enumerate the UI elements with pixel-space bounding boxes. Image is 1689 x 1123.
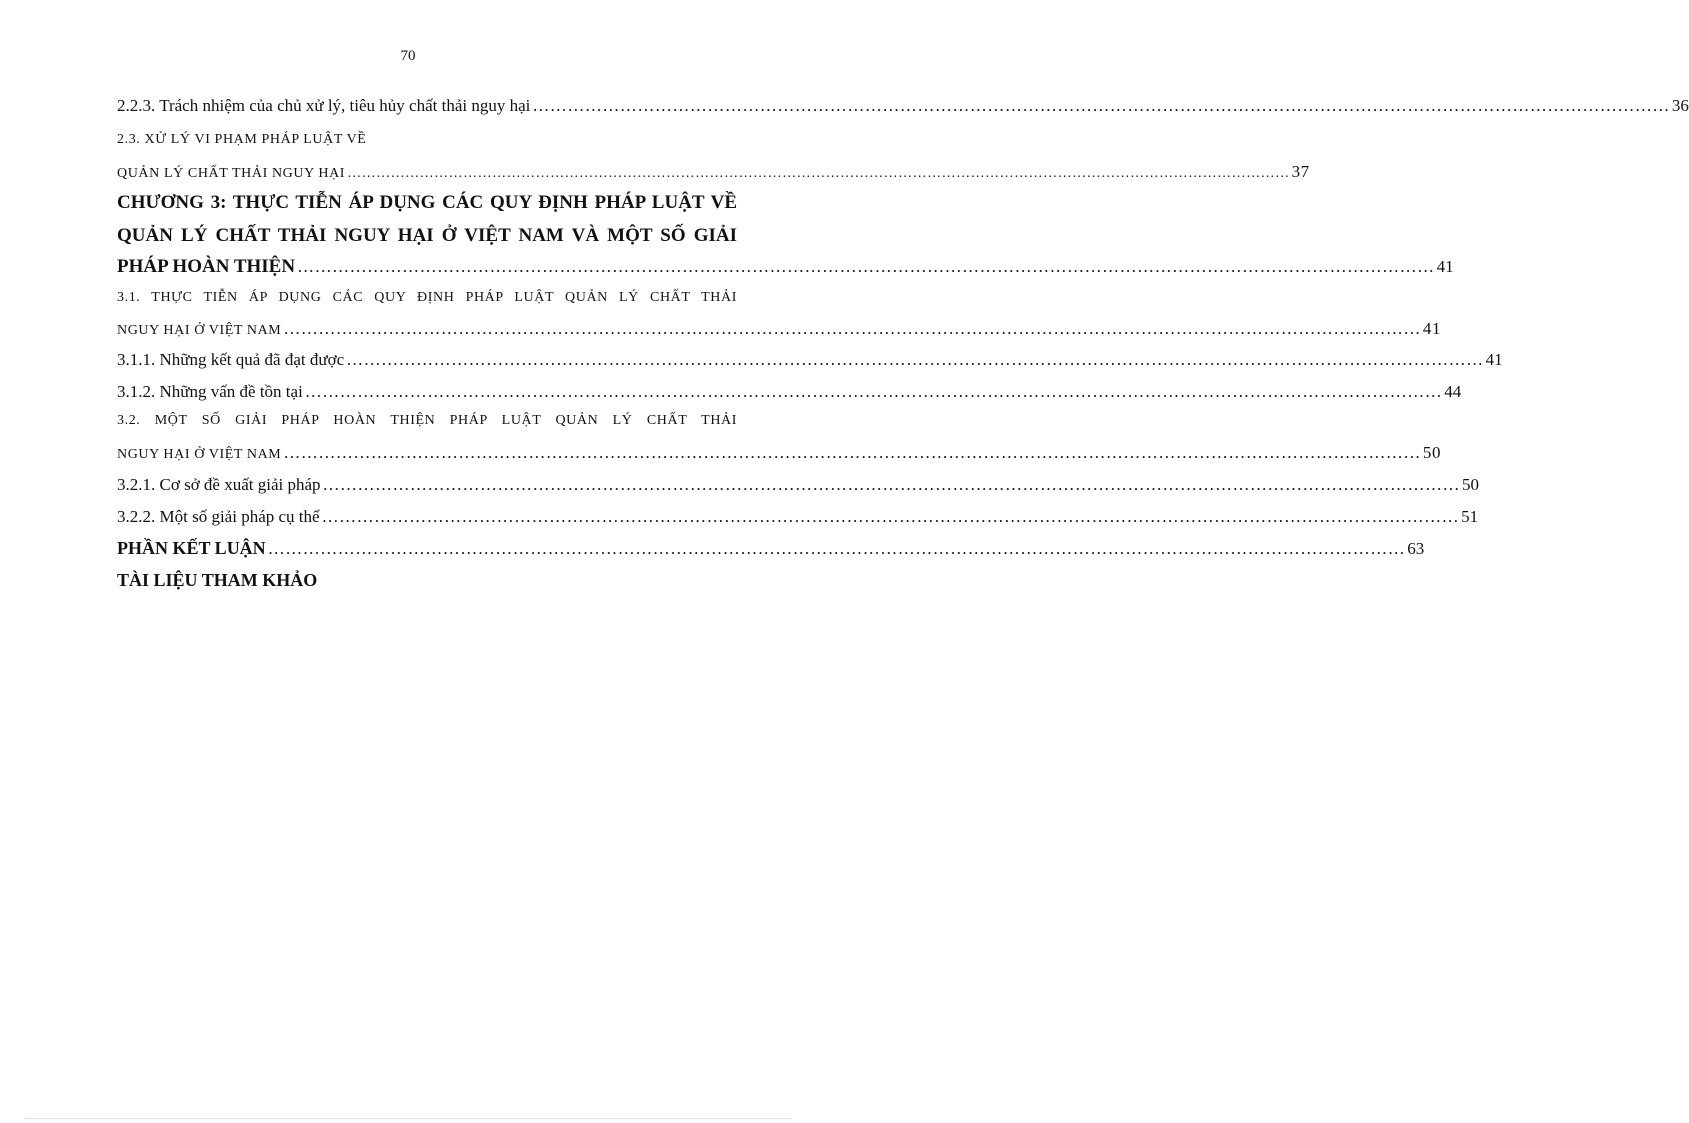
- toc-chapter-3-line-1[interactable]: [117, 192, 737, 214]
- toc-entry-page: 50: [1462, 475, 1480, 494]
- toc-entry-title: PHÁP HOÀN THIỆN: [117, 256, 296, 277]
- toc-entry-page: 41: [1422, 319, 1442, 338]
- toc-entry-3-2[interactable]: [117, 413, 737, 429]
- toc-entry-2-2-3[interactable]: [117, 96, 1689, 116]
- toc-entry-page: 50: [1422, 443, 1442, 462]
- toc-entry-page: 63: [1407, 539, 1425, 558]
- toc-entry-3-2-1[interactable]: [117, 475, 1480, 495]
- page-bottom-rule: [24, 1118, 792, 1119]
- page-number: 70: [400, 48, 416, 64]
- toc-entry-page: 36: [1671, 96, 1689, 115]
- toc-entry-conclusion[interactable]: [117, 538, 1425, 559]
- toc-entry-title: 2.2.3. Trách nhiệm của chủ xử lý, tiêu hủy chất thải nguy hại: [117, 96, 531, 115]
- toc-entry-title: NGUY HẠI Ở VIỆT NAM: [117, 323, 282, 338]
- toc-entry-3-1-cont[interactable]: [117, 319, 1442, 339]
- toc-entry-title: 3.1.1. Những kết quả đã đạt được: [117, 350, 345, 369]
- toc-entry-title: PHẦN KẾT LUẬN: [117, 538, 266, 558]
- toc-entry-2-3-cont[interactable]: [117, 162, 1310, 182]
- dot-leader: ……………………………………………………………………………………………………………………………………………………………………………: [267, 539, 1406, 558]
- dot-leader: ……………………………………………………………………………………………………………………………………………………………………………: [297, 257, 1435, 276]
- toc-entry-page: 51: [1461, 507, 1479, 526]
- toc-entry-title: 3.2. MỘT SỐ GIẢI PHÁP HOÀN THIỆN PHÁP LUẬT QUẢN LÝ CHẤT THẢI: [117, 413, 737, 428]
- dot-leader: ……………………………………………………………………………………………………………………………………………………………………………: [346, 350, 1484, 369]
- toc-entry-title: 3.1. THỰC TIỄN ÁP DỤNG CÁC QUY ĐỊNH PHÁP LUẬT QUẢN LÝ CHẤT THẢI: [117, 290, 737, 305]
- toc-entry-title: TÀI LIỆU THAM KHẢO: [117, 570, 318, 590]
- toc-entry-title: 3.2.2. Một số giải pháp cụ thể: [117, 507, 320, 526]
- dot-leader: ……………………………………………………………………………………………………………………………………………………………………………: [304, 382, 1443, 401]
- toc-chapter-3-line-3[interactable]: [117, 256, 1454, 278]
- toc-entry-references[interactable]: [117, 570, 737, 591]
- toc-entry-3-2-cont[interactable]: [117, 443, 1442, 463]
- toc-entry-page: 41: [1436, 257, 1454, 276]
- toc-entry-title: 3.2.1. Cơ sở đề xuất giải pháp: [117, 475, 321, 494]
- toc-entry-title: 3.1.2. Những vấn đề tồn tại: [117, 382, 303, 401]
- toc-entry-3-1-2[interactable]: [117, 382, 1462, 402]
- toc-entry-title: QUẢN LÝ CHẤT THẢI NGUY HẠI: [117, 166, 346, 181]
- dot-leader: ……………………………………………………………………………………………………………………………………………………………………………: [321, 507, 1460, 526]
- dot-leader: ……………………………………………………………………………………………………………………………………………………………………………: [283, 443, 1421, 462]
- toc-entry-title: QUẢN LÝ CHẤT THẢI NGUY HẠI Ở VIỆT NAM VÀ MỘT SỐ GIẢI: [117, 225, 737, 246]
- toc-entry-title: NGUY HẠI Ở VIỆT NAM: [117, 447, 282, 462]
- toc-entry-3-1-1[interactable]: [117, 350, 1503, 370]
- dot-leader: ……………………………………………………………………………………………………………………………………………………………………………: [322, 475, 1461, 494]
- toc-entry-3-1[interactable]: [117, 290, 737, 306]
- toc-entry-title: 2.3. XỬ LÝ VI PHẠM PHÁP LUẬT VỀ: [117, 132, 367, 147]
- dot-leader: ……………………………………………………………………………………………………………………………………………………………………………: [283, 319, 1421, 338]
- dot-leader: ……………………………………………………………………………………………………………………………………………………………………………: [532, 96, 1670, 115]
- toc-entry-page: 37: [1291, 162, 1310, 181]
- toc-entry-page: 44: [1444, 382, 1462, 401]
- toc-entry-2-3[interactable]: [117, 132, 737, 148]
- toc-entry-3-2-2[interactable]: [117, 507, 1479, 527]
- toc-entry-title: CHƯƠNG 3: THỰC TIỄN ÁP DỤNG CÁC QUY ĐỊNH PHÁP LUẬT VỀ: [117, 192, 737, 213]
- dot-leader: ……………………………………………………………………………………………………………………………………………………………………………: [347, 166, 1290, 181]
- toc-entry-page: 41: [1485, 350, 1503, 369]
- toc-chapter-3-line-2[interactable]: [117, 225, 737, 247]
